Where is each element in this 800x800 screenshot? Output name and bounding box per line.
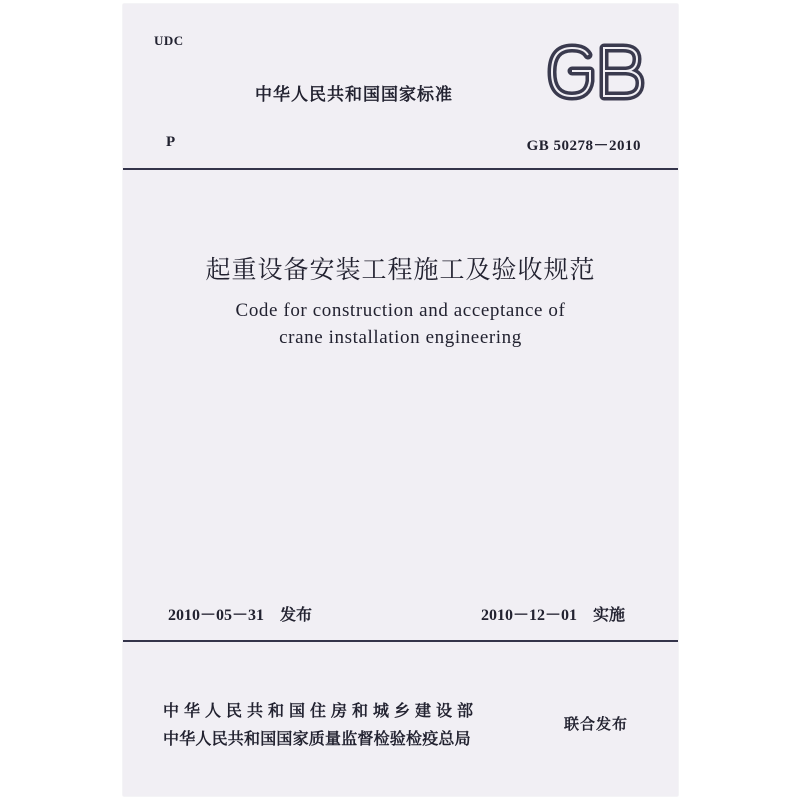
footer-divider — [123, 640, 678, 642]
national-standard-heading: 中华人民共和国国家标准 — [255, 85, 453, 105]
title-english — [123, 297, 678, 351]
issuer-ministry: 中华人民共和国住房和城乡建设部 — [163, 701, 479, 720]
title-english-line-1: Code for construction and acceptance of — [235, 300, 566, 321]
standard-number: GB 50278－2010 — [526, 138, 641, 154]
issuer-aqsiq: 中华人民共和国国家质量监督检验检疫总局 — [163, 729, 471, 748]
classification-code: P — [166, 134, 176, 150]
issue-date: 2010－05－31 发布 — [168, 607, 313, 624]
udc-label: UDC — [154, 33, 184, 48]
implementation-date: 2010－12－01 实施 — [481, 607, 626, 624]
title-english-line-2: crane installation engineering — [279, 327, 522, 348]
joint-issue-label: 联合发布 — [564, 715, 629, 733]
gb-logo-icon — [544, 43, 646, 101]
header-divider — [123, 168, 678, 170]
standard-cover — [123, 4, 678, 796]
title-chinese: 起重设备安装工程施工及验收规范 — [205, 257, 596, 284]
